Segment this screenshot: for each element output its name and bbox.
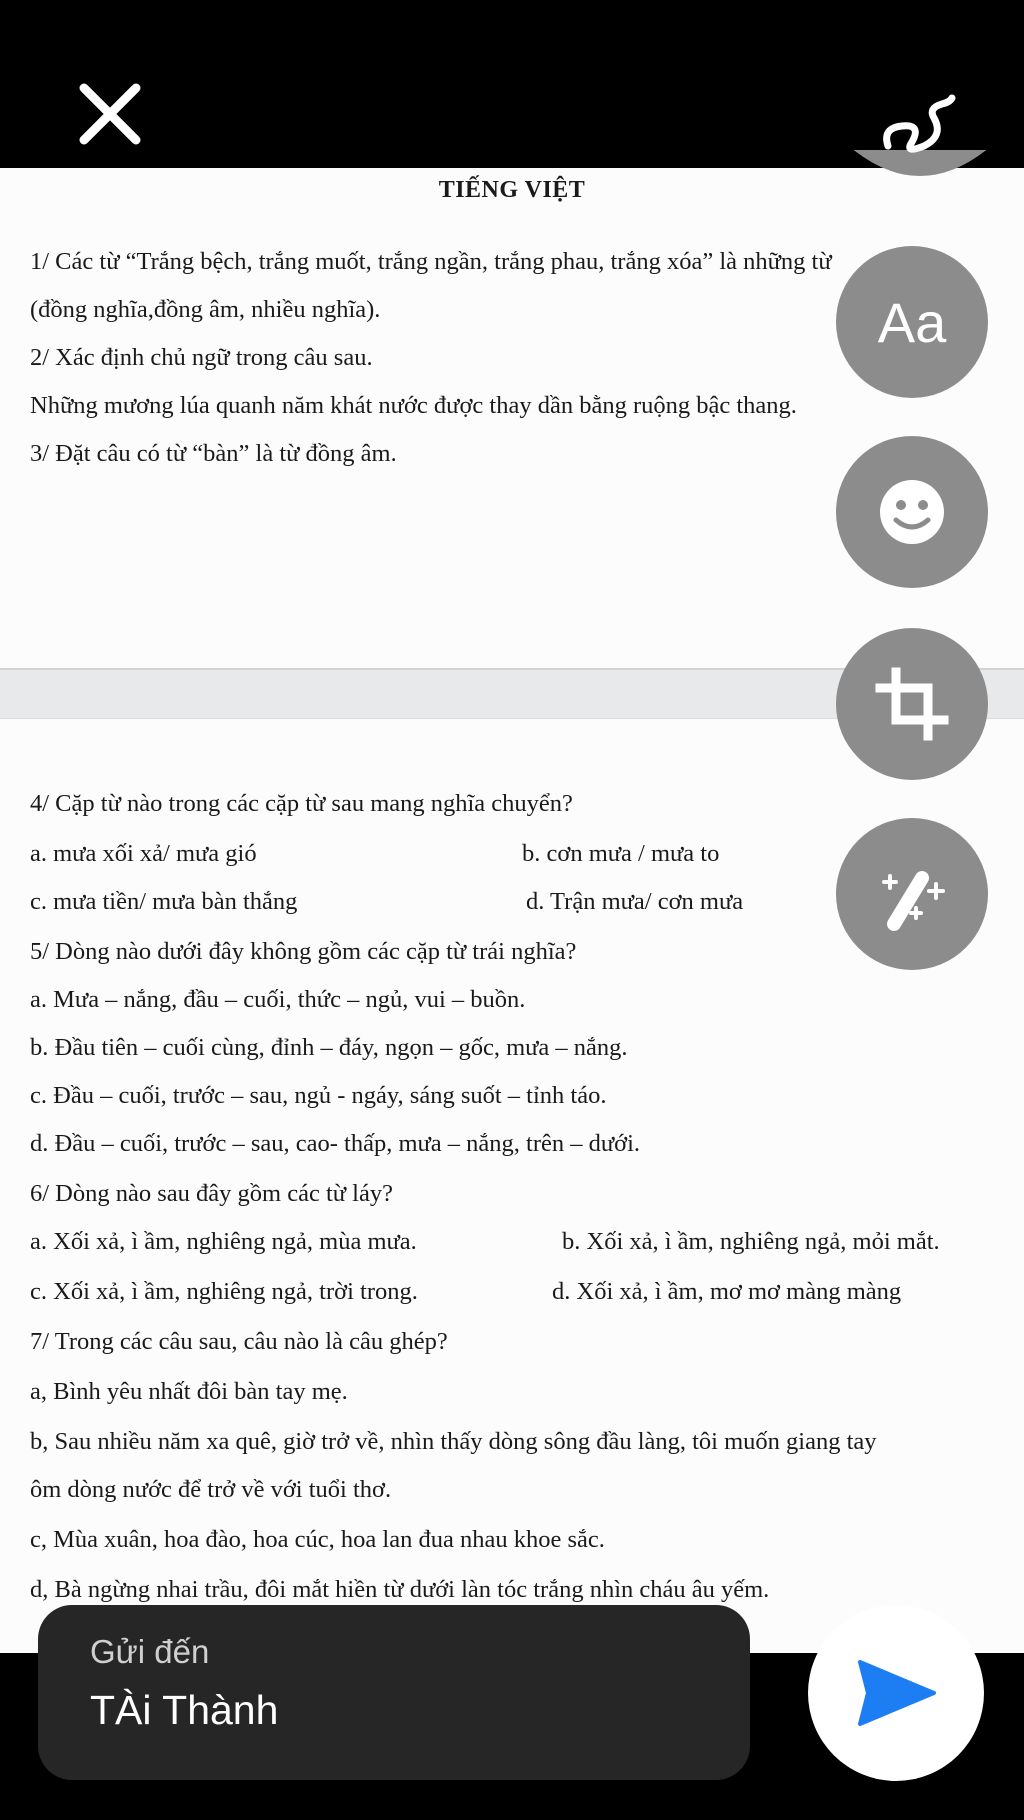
question-6-option-d: d. Xối xả, ì ầm, mơ mơ màng màng [552, 1278, 902, 1305]
sticker-tool-button[interactable] [836, 436, 988, 588]
crop-icon [872, 664, 952, 744]
draw-tool-icon-wrap[interactable] [876, 86, 966, 166]
question-4-option-a: a. mưa xối xả/ mưa gió [30, 840, 257, 867]
send-button[interactable] [808, 1605, 984, 1781]
squiggle-draw-icon [876, 86, 966, 166]
question-7-option-d: d, Bà ngừng nhai trầu, đôi mắt hiền từ dưới làn tóc trắng nhìn cháu âu yếm. [30, 1576, 770, 1603]
question-7-option-b-line-1: b, Sau nhiều năm xa quê, giờ trở về, nhìn thấy dòng sông đầu làng, tôi muốn giang tay [30, 1428, 877, 1455]
question-2: 2/ Xác định chủ ngữ trong câu sau. [30, 344, 373, 371]
question-5-option-a: a. Mưa – nắng, đầu – cuối, thức – ngủ, vui – buồn. [30, 986, 526, 1013]
question-6: 6/ Dòng nào sau đây gồm các từ láy? [30, 1180, 393, 1207]
crop-tool-button[interactable] [836, 628, 988, 780]
question-4-option-b: b. cơn mưa / mưa to [522, 840, 720, 867]
question-7-option-b-line-2: ôm dòng nước để trở về với tuổi thơ. [30, 1476, 392, 1503]
question-2-sentence: Những mương lúa quanh năm khát nước được thay dần bằng ruộng bậc thang. [30, 392, 797, 419]
question-3: 3/ Đặt câu có từ “bàn” là từ đồng âm. [30, 440, 397, 467]
close-button[interactable] [62, 66, 158, 162]
question-5: 5/ Dòng nào dưới đây không gồm các cặp từ trái nghĩa? [30, 938, 577, 965]
send-arrow-icon [854, 1656, 938, 1730]
magic-wand-icon [872, 854, 952, 934]
question-5-option-c: c. Đầu – cuối, trước – sau, ngủ - ngáy, sáng suốt – tỉnh táo. [30, 1082, 607, 1109]
document-title: TIẾNG VIỆT [438, 177, 586, 203]
question-1-line-1: 1/ Các từ “Trắng bệch, trắng muốt, trắng ngần, trắng phau, trắng xóa” là những từ [30, 248, 832, 275]
text-tool-button[interactable] [836, 246, 988, 398]
question-4-option-c: c. mưa tiền/ mưa bàn thắng [30, 888, 298, 915]
question-7-option-c: c, Mùa xuân, hoa đào, hoa cúc, hoa lan đua nhau khoe sắc. [30, 1526, 605, 1553]
question-1-line-2: (đồng nghĩa,đồng âm, nhiều nghĩa). [30, 296, 381, 323]
send-to-label: Gửi đến [90, 1633, 210, 1670]
top-bar [0, 0, 1024, 168]
question-4-option-d: d. Trận mưa/ cơn mưa [526, 888, 744, 915]
question-5-option-b: b. Đầu tiên – cuối cùng, đỉnh – đáy, ngọn – gốc, mưa – nắng. [30, 1034, 628, 1061]
question-6-option-a: a. Xối xả, ì ầm, nghiêng ngả, mùa mưa. [30, 1228, 417, 1255]
question-6-option-b: b. Xối xả, ì ầm, nghiêng ngả, mỏi mắt. [562, 1228, 940, 1255]
question-7: 7/ Trong các câu sau, câu nào là câu ghép? [30, 1328, 448, 1355]
smiley-face-icon [872, 472, 952, 552]
recipient-name: TÀi Thành [90, 1687, 279, 1733]
send-to-recipient-box[interactable] [38, 1605, 750, 1780]
close-icon [62, 66, 158, 162]
question-7-option-a: a, Bình yêu nhất đôi bàn tay mẹ. [30, 1378, 348, 1405]
text-tool-label: Aa [877, 290, 947, 354]
question-6-option-c: c. Xối xả, ì ầm, nghiêng ngả, trời trong. [30, 1278, 418, 1305]
question-4: 4/ Cặp từ nào trong các cặp từ sau mang nghĩa chuyển? [30, 790, 573, 817]
effects-tool-button[interactable] [836, 818, 988, 970]
question-5-option-d: d. Đầu – cuối, trước – sau, cao- thấp, mưa – nắng, trên – dưới. [30, 1130, 641, 1157]
